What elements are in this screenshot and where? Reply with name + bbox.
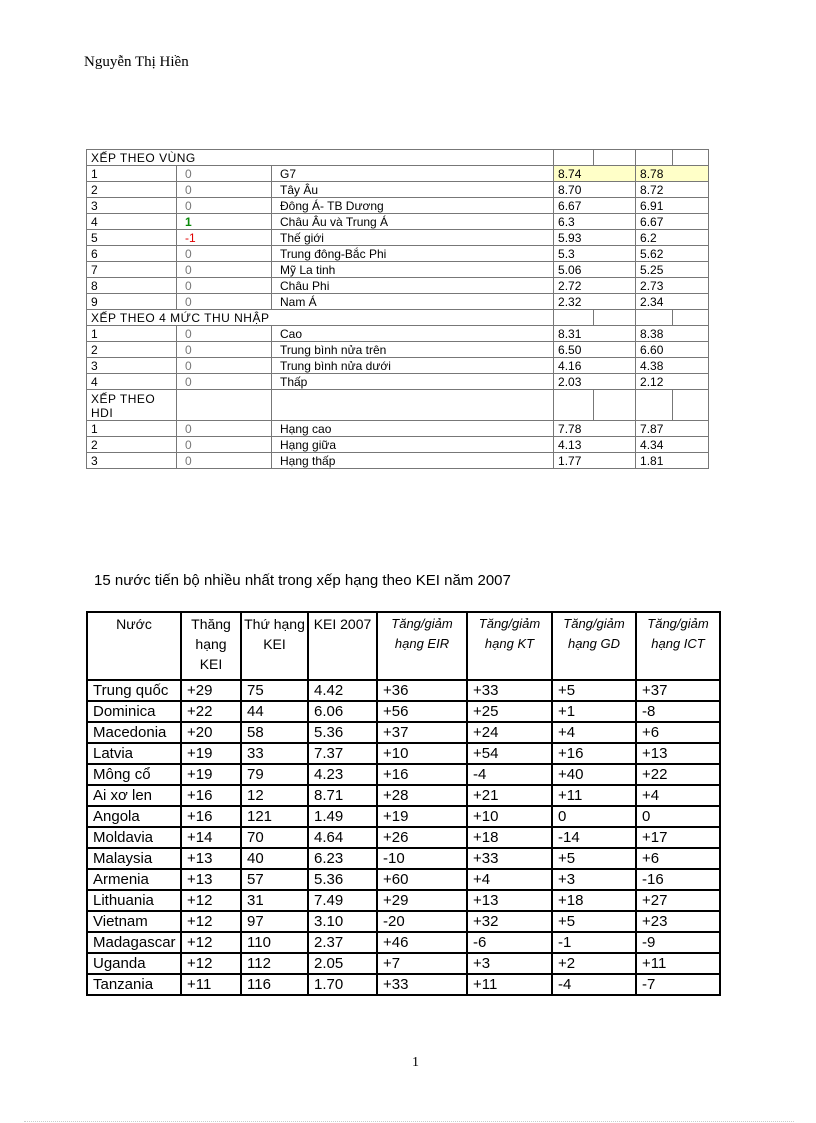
value-cell: +29 xyxy=(181,680,241,701)
value-cell: +19 xyxy=(181,764,241,785)
page-number: 1 xyxy=(412,1055,419,1070)
group-name-cell: Hạng cao xyxy=(272,421,554,437)
value-cell: +5 xyxy=(552,911,636,932)
value-cell: +7 xyxy=(377,953,467,974)
value-cell: 5.06 xyxy=(554,262,636,278)
value-cell: 33 xyxy=(241,743,308,764)
country-cell: Armenia xyxy=(87,869,181,890)
rank-cell: 6 xyxy=(87,246,177,262)
rank-cell: 1 xyxy=(87,421,177,437)
table-row xyxy=(87,198,709,214)
empty-cell xyxy=(673,150,709,166)
table-row xyxy=(87,743,720,764)
empty-cell xyxy=(594,390,636,421)
value-cell: +20 xyxy=(181,722,241,743)
value-cell: +29 xyxy=(377,890,467,911)
kei-progress-table xyxy=(86,611,721,996)
table-row xyxy=(87,806,720,827)
value-cell: -7 xyxy=(636,974,720,995)
value-cell: +60 xyxy=(377,869,467,890)
country-cell: Lithuania xyxy=(87,890,181,911)
value-cell: 6.60 xyxy=(636,342,709,358)
rank-cell: 8 xyxy=(87,278,177,294)
change-cell: 0 xyxy=(177,421,272,437)
value-cell: -1 xyxy=(552,932,636,953)
table-row xyxy=(87,326,709,342)
value-cell: +3 xyxy=(467,953,552,974)
group-name-cell: Châu Âu và Trung Á xyxy=(272,214,554,230)
table-row xyxy=(87,182,709,198)
group-name-cell: Đông Á- TB Dương xyxy=(272,198,554,214)
value-cell: -9 xyxy=(636,932,720,953)
value-cell: 31 xyxy=(241,890,308,911)
change-cell: 0 xyxy=(177,166,272,182)
value-cell: +26 xyxy=(377,827,467,848)
value-cell: 110 xyxy=(241,932,308,953)
value-cell: +22 xyxy=(181,701,241,722)
rank-cell: 7 xyxy=(87,262,177,278)
column-header: Tăng/giảm hạng GD xyxy=(552,612,636,680)
section-header-row xyxy=(87,310,709,326)
change-cell: 0 xyxy=(177,262,272,278)
value-cell: +32 xyxy=(467,911,552,932)
empty-cell xyxy=(554,150,594,166)
value-cell: 6.67 xyxy=(554,198,636,214)
value-cell: +46 xyxy=(377,932,467,953)
value-cell: 7.78 xyxy=(554,421,636,437)
value-cell: 112 xyxy=(241,953,308,974)
value-cell: +11 xyxy=(181,974,241,995)
value-cell: 116 xyxy=(241,974,308,995)
country-cell: Uganda xyxy=(87,953,181,974)
empty-cell xyxy=(554,310,594,326)
value-cell: 8.38 xyxy=(636,326,709,342)
value-cell: 6.50 xyxy=(554,342,636,358)
rank-cell: 2 xyxy=(87,342,177,358)
table-row xyxy=(87,974,720,995)
change-cell: 0 xyxy=(177,198,272,214)
value-cell: +14 xyxy=(181,827,241,848)
value-cell: -4 xyxy=(467,764,552,785)
value-cell: 8.74 xyxy=(554,166,636,182)
value-cell: 2.34 xyxy=(636,294,709,310)
value-cell: 97 xyxy=(241,911,308,932)
table-row xyxy=(87,421,709,437)
country-cell: Mông cổ xyxy=(87,764,181,785)
value-cell: 2.12 xyxy=(636,374,709,390)
group-name-cell: Trung bình nửa trên xyxy=(272,342,554,358)
value-cell: 7.87 xyxy=(636,421,709,437)
value-cell: +54 xyxy=(467,743,552,764)
change-cell: 0 xyxy=(177,453,272,469)
country-cell: Ai xơ len xyxy=(87,785,181,806)
table-caption: 15 nước tiến bộ nhiều nhất trong xếp hạng theo KEI năm 2007 xyxy=(94,572,511,589)
value-cell: +2 xyxy=(552,953,636,974)
group-name-cell: Thấp xyxy=(272,374,554,390)
section-header-row xyxy=(87,390,709,421)
value-cell: 5.36 xyxy=(308,722,377,743)
value-cell: -16 xyxy=(636,869,720,890)
table-header-row xyxy=(87,612,720,680)
value-cell: +12 xyxy=(181,911,241,932)
value-cell: 58 xyxy=(241,722,308,743)
empty-cell xyxy=(673,310,709,326)
empty-cell xyxy=(177,390,272,421)
empty-cell xyxy=(272,390,554,421)
value-cell: -14 xyxy=(552,827,636,848)
country-cell: Angola xyxy=(87,806,181,827)
page-bottom-divider xyxy=(24,1121,794,1122)
value-cell: 5.3 xyxy=(554,246,636,262)
empty-cell xyxy=(594,150,636,166)
change-cell: 0 xyxy=(177,342,272,358)
value-cell: 4.64 xyxy=(308,827,377,848)
rank-cell: 2 xyxy=(87,182,177,198)
change-cell: 0 xyxy=(177,246,272,262)
value-cell: +11 xyxy=(636,953,720,974)
country-cell: Dominica xyxy=(87,701,181,722)
value-cell: +11 xyxy=(552,785,636,806)
section-title: XẾP THEO 4 MỨC THU NHẬP xyxy=(87,310,554,326)
table-row xyxy=(87,374,709,390)
value-cell: 0 xyxy=(552,806,636,827)
value-cell: +17 xyxy=(636,827,720,848)
value-cell: 6.06 xyxy=(308,701,377,722)
value-cell: +13 xyxy=(181,848,241,869)
value-cell: 6.2 xyxy=(636,230,709,246)
value-cell: 4.23 xyxy=(308,764,377,785)
value-cell: +33 xyxy=(467,680,552,701)
value-cell: 4.34 xyxy=(636,437,709,453)
country-cell: Latvia xyxy=(87,743,181,764)
value-cell: +24 xyxy=(467,722,552,743)
value-cell: +18 xyxy=(552,890,636,911)
value-cell: 5.36 xyxy=(308,869,377,890)
value-cell: +5 xyxy=(552,848,636,869)
table-row xyxy=(87,848,720,869)
rank-cell: 1 xyxy=(87,326,177,342)
table-row xyxy=(87,166,709,182)
table-row xyxy=(87,246,709,262)
value-cell: 12 xyxy=(241,785,308,806)
value-cell: 75 xyxy=(241,680,308,701)
value-cell: +1 xyxy=(552,701,636,722)
table-row xyxy=(87,680,720,701)
rank-cell: 4 xyxy=(87,214,177,230)
group-name-cell: Tây Âu xyxy=(272,182,554,198)
value-cell: +3 xyxy=(552,869,636,890)
value-cell: 79 xyxy=(241,764,308,785)
value-cell: 5.25 xyxy=(636,262,709,278)
value-cell: 6.67 xyxy=(636,214,709,230)
value-cell: +21 xyxy=(467,785,552,806)
change-cell: 1 xyxy=(177,214,272,230)
country-cell: Vietnam xyxy=(87,911,181,932)
group-name-cell: G7 xyxy=(272,166,554,182)
column-header: Tăng/giảm hạng KT xyxy=(467,612,552,680)
value-cell: 8.78 xyxy=(636,166,709,182)
value-cell: 1.77 xyxy=(554,453,636,469)
country-cell: Madagascar xyxy=(87,932,181,953)
value-cell: 2.73 xyxy=(636,278,709,294)
value-cell: +6 xyxy=(636,722,720,743)
rank-cell: 3 xyxy=(87,453,177,469)
value-cell: -8 xyxy=(636,701,720,722)
value-cell: 7.37 xyxy=(308,743,377,764)
value-cell: -6 xyxy=(467,932,552,953)
table-row xyxy=(87,827,720,848)
group-name-cell: Thế giới xyxy=(272,230,554,246)
value-cell: +19 xyxy=(377,806,467,827)
country-cell: Trung quốc xyxy=(87,680,181,701)
empty-cell xyxy=(636,310,673,326)
rank-cell: 9 xyxy=(87,294,177,310)
value-cell: 6.3 xyxy=(554,214,636,230)
value-cell: +33 xyxy=(467,848,552,869)
value-cell: +11 xyxy=(467,974,552,995)
change-cell: 0 xyxy=(177,294,272,310)
value-cell: +16 xyxy=(181,785,241,806)
value-cell: +4 xyxy=(467,869,552,890)
value-cell: +16 xyxy=(552,743,636,764)
value-cell: +12 xyxy=(181,953,241,974)
value-cell: 8.31 xyxy=(554,326,636,342)
table-row xyxy=(87,358,709,374)
value-cell: +23 xyxy=(636,911,720,932)
change-cell: -1 xyxy=(177,230,272,246)
value-cell: +36 xyxy=(377,680,467,701)
empty-cell xyxy=(594,310,636,326)
value-cell: +40 xyxy=(552,764,636,785)
value-cell: 8.72 xyxy=(636,182,709,198)
value-cell: 1.70 xyxy=(308,974,377,995)
change-cell: 0 xyxy=(177,278,272,294)
value-cell: 2.05 xyxy=(308,953,377,974)
group-name-cell: Trung bình nửa dưới xyxy=(272,358,554,374)
value-cell: +12 xyxy=(181,932,241,953)
table-row xyxy=(87,932,720,953)
value-cell: 0 xyxy=(636,806,720,827)
value-cell: 3.10 xyxy=(308,911,377,932)
table-row xyxy=(87,230,709,246)
value-cell: +12 xyxy=(181,890,241,911)
table-row xyxy=(87,890,720,911)
value-cell: +25 xyxy=(467,701,552,722)
group-name-cell: Hạng giữa xyxy=(272,437,554,453)
column-header: Tăng/giảm hạng EIR xyxy=(377,612,467,680)
group-name-cell: Châu Phi xyxy=(272,278,554,294)
value-cell: +56 xyxy=(377,701,467,722)
change-cell: 0 xyxy=(177,358,272,374)
empty-cell xyxy=(636,150,673,166)
value-cell: +37 xyxy=(636,680,720,701)
value-cell: -20 xyxy=(377,911,467,932)
value-cell: +33 xyxy=(377,974,467,995)
section-header-row xyxy=(87,150,709,166)
country-cell: Malaysia xyxy=(87,848,181,869)
change-cell: 0 xyxy=(177,182,272,198)
value-cell: 5.62 xyxy=(636,246,709,262)
table-row xyxy=(87,953,720,974)
value-cell: 6.91 xyxy=(636,198,709,214)
value-cell: 121 xyxy=(241,806,308,827)
value-cell: 2.03 xyxy=(554,374,636,390)
column-header: Nước xyxy=(87,612,181,680)
value-cell: 2.72 xyxy=(554,278,636,294)
value-cell: 70 xyxy=(241,827,308,848)
value-cell: +27 xyxy=(636,890,720,911)
table-row xyxy=(87,911,720,932)
value-cell: 7.49 xyxy=(308,890,377,911)
table-row xyxy=(87,278,709,294)
value-cell: +13 xyxy=(467,890,552,911)
author-name: Nguyễn Thị Hiền xyxy=(84,54,189,70)
empty-cell xyxy=(554,390,594,421)
column-header: Tăng/giảm hạng ICT xyxy=(636,612,720,680)
value-cell: +22 xyxy=(636,764,720,785)
table-row xyxy=(87,262,709,278)
rank-cell: 3 xyxy=(87,358,177,374)
table-row xyxy=(87,214,709,230)
value-cell: +4 xyxy=(552,722,636,743)
region-ranking-table xyxy=(86,149,709,469)
value-cell: +13 xyxy=(636,743,720,764)
country-cell: Macedonia xyxy=(87,722,181,743)
change-cell: 0 xyxy=(177,437,272,453)
table-row xyxy=(87,342,709,358)
value-cell: 6.23 xyxy=(308,848,377,869)
value-cell: -10 xyxy=(377,848,467,869)
table-row xyxy=(87,437,709,453)
value-cell: +37 xyxy=(377,722,467,743)
value-cell: 57 xyxy=(241,869,308,890)
value-cell: 4.38 xyxy=(636,358,709,374)
country-cell: Moldavia xyxy=(87,827,181,848)
table-row xyxy=(87,764,720,785)
table-row xyxy=(87,453,709,469)
empty-cell xyxy=(636,390,673,421)
value-cell: -4 xyxy=(552,974,636,995)
value-cell: +19 xyxy=(181,743,241,764)
value-cell: 4.16 xyxy=(554,358,636,374)
rank-cell: 2 xyxy=(87,437,177,453)
change-cell: 0 xyxy=(177,374,272,390)
value-cell: 2.37 xyxy=(308,932,377,953)
column-header: KEI 2007 xyxy=(308,612,377,680)
section-title: XẾP THEO VÙNG xyxy=(87,150,554,166)
group-name-cell: Mỹ La tinh xyxy=(272,262,554,278)
value-cell: 8.70 xyxy=(554,182,636,198)
value-cell: +13 xyxy=(181,869,241,890)
value-cell: 1.81 xyxy=(636,453,709,469)
value-cell: 40 xyxy=(241,848,308,869)
section-title: XẾP THEO HDI xyxy=(87,390,177,421)
value-cell: 44 xyxy=(241,701,308,722)
value-cell: +28 xyxy=(377,785,467,806)
value-cell: +16 xyxy=(181,806,241,827)
rank-cell: 1 xyxy=(87,166,177,182)
value-cell: 1.49 xyxy=(308,806,377,827)
value-cell: 8.71 xyxy=(308,785,377,806)
value-cell: +10 xyxy=(467,806,552,827)
group-name-cell: Hạng thấp xyxy=(272,453,554,469)
value-cell: +16 xyxy=(377,764,467,785)
value-cell: +6 xyxy=(636,848,720,869)
value-cell: +10 xyxy=(377,743,467,764)
value-cell: 4.13 xyxy=(554,437,636,453)
group-name-cell: Trung đông-Bắc Phi xyxy=(272,246,554,262)
value-cell: 2.32 xyxy=(554,294,636,310)
country-cell: Tanzania xyxy=(87,974,181,995)
rank-cell: 4 xyxy=(87,374,177,390)
change-cell: 0 xyxy=(177,326,272,342)
table-row xyxy=(87,294,709,310)
rank-cell: 5 xyxy=(87,230,177,246)
table-row xyxy=(87,722,720,743)
group-name-cell: Nam Á xyxy=(272,294,554,310)
rank-cell: 3 xyxy=(87,198,177,214)
value-cell: +5 xyxy=(552,680,636,701)
group-name-cell: Cao xyxy=(272,326,554,342)
empty-cell xyxy=(673,390,709,421)
value-cell: 5.93 xyxy=(554,230,636,246)
table-row xyxy=(87,785,720,806)
table-row xyxy=(87,701,720,722)
column-header: Thăng hạng KEI xyxy=(181,612,241,680)
value-cell: 4.42 xyxy=(308,680,377,701)
value-cell: +18 xyxy=(467,827,552,848)
table-row xyxy=(87,869,720,890)
value-cell: +4 xyxy=(636,785,720,806)
column-header: Thứ hạng KEI xyxy=(241,612,308,680)
